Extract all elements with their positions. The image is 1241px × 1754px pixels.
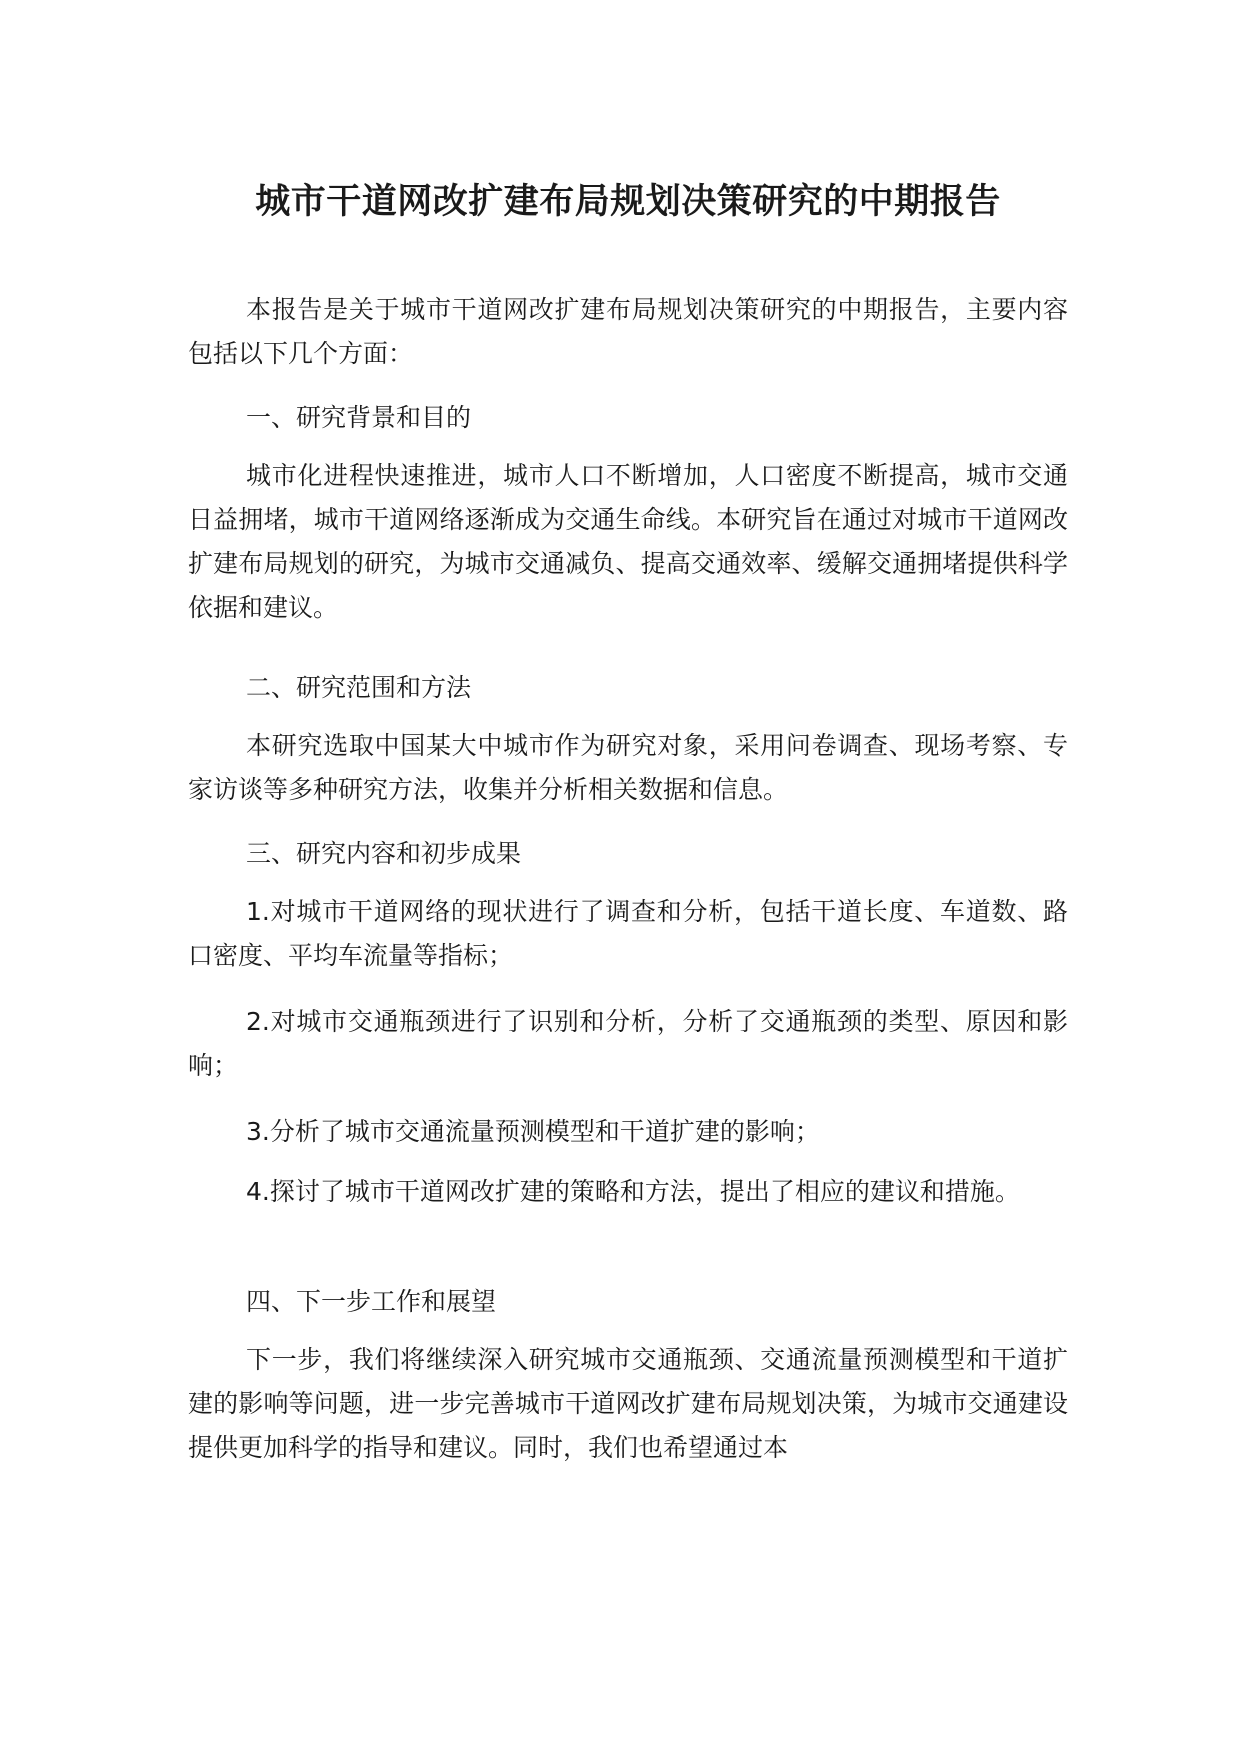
scope-paragraph: 本研究选取中国某大中城市作为研究对象，采用问卷调查、现场考察、专家访谈等多种研究方法，收集并分析相关数据和信息。 bbox=[188, 731, 1068, 804]
section-heading-scope: 二、研究范围和方法 bbox=[246, 673, 472, 702]
section-heading-content: 三、研究内容和初步成果 bbox=[246, 839, 522, 868]
next-steps-paragraph: 下一步，我们将继续深入研究城市交通瓶颈、交通流量预测模型和干道扩建的影响等问题，进一步完善城市干道网改扩建布局规划决策，为城市交通建设提供更加科学的指导和建议。同时，我们也希望通过本 bbox=[188, 1345, 1068, 1462]
section-heading-next-steps: 四、下一步工作和展望 bbox=[246, 1287, 497, 1316]
background-paragraph: 城市化进程快速推进，城市人口不断增加，人口密度不断提高，城市交通日益拥堵，城市干道网络逐渐成为交通生命线。本研究旨在通过对城市干道网改扩建布局规划的研究，为城市交通减负、提高交通效率、缓解交通拥堵提供科学依据和建议。 bbox=[188, 461, 1068, 622]
intro-paragraph: 本报告是关于城市干道网改扩建布局规划决策研究的中期报告，主要内容包括以下几个方面： bbox=[188, 295, 1068, 368]
result-item-2: 2.对城市交通瓶颈进行了识别和分析，分析了交通瓶颈的类型、原因和影响； bbox=[188, 1007, 1068, 1080]
result-item-3: 3.分析了城市交通流量预测模型和干道扩建的影响； bbox=[246, 1117, 820, 1146]
result-item-1: 1.对城市干道网络的现状进行了调查和分析，包括干道长度、车道数、路口密度、平均车流量等指标； bbox=[188, 897, 1068, 970]
result-item-4: 4.探讨了城市干道网改扩建的策略和方法，提出了相应的建议和措施。 bbox=[246, 1177, 1020, 1206]
section-heading-background: 一、研究背景和目的 bbox=[246, 403, 472, 432]
document-title: 城市干道网改扩建布局规划决策研究的中期报告 bbox=[255, 182, 1001, 222]
